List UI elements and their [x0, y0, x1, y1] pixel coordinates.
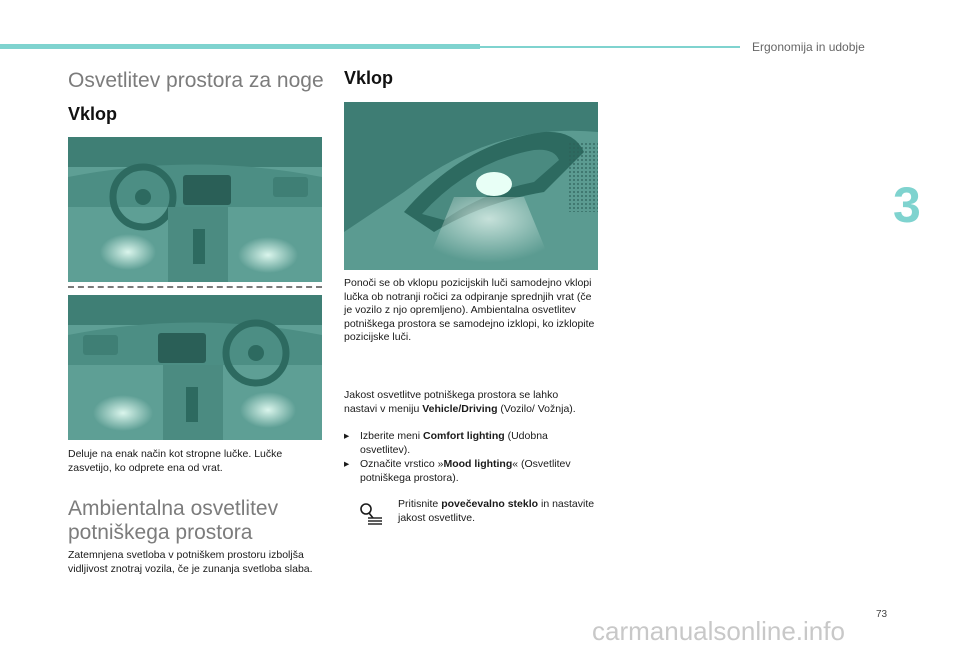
right-paragraph-1: Ponoči se ob vklopu pozicijskih luči samodejno vklopi lučka ob notranji ročici za odpiranje sprednjih vrat (če je vozilo z njo opremljeno). Ambientalna osvetlitev potniškega prostora se samodejno izklopi, ko izklopite pozicijske luči.: [344, 277, 595, 344]
note-icon: [356, 500, 384, 528]
right-subtitle: Vklop: [344, 68, 394, 88]
watermark: carmanualsonline.info: [592, 616, 845, 646]
image-divider: [68, 286, 322, 288]
dashboard-image-lhd: [68, 137, 322, 282]
chapter-number: 3: [893, 177, 921, 233]
door-handle-image: [344, 102, 598, 270]
page-title: Osvetlitev prostora za noge: [68, 69, 324, 92]
page-number: 73: [876, 609, 888, 620]
header-accent-line: [480, 46, 740, 48]
left-caption: Deluje na enak način kot stropne lučke. Lučke zasvetijo, ko odprete ena od vrat.: [68, 448, 283, 474]
arrow-bullet-icon: ▸: [344, 458, 350, 470]
ambient-title-line1: Ambientalna osvetlitev: [68, 497, 279, 520]
arrow-bullet-icon: ▸: [344, 430, 350, 442]
dashboard-image-rhd: [68, 295, 322, 440]
section-header: Ergonomija in udobje: [752, 40, 865, 54]
note-text: Pritisnite povečevalno steklo in nastavite jakost osvetlitve.: [398, 498, 595, 524]
bullet-mood-lighting: ▸ Označite vrstico »Mood lighting« (Osvetlitev potniškega prostora).: [344, 458, 571, 484]
bullet-comfort-lighting: ▸ Izberite meni Comfort lighting (Udobna osvetlitev).: [344, 430, 548, 456]
ambient-title-line2: potniškega prostora: [68, 521, 253, 544]
ambient-text: Zatemnjena svetloba v potniškem prostoru izboljša vidljivost znotraj vozila, če je zunanja svetloba slaba.: [68, 549, 313, 575]
left-subtitle: Vklop: [68, 104, 118, 124]
header-accent-bar: [0, 44, 480, 49]
right-paragraph-2: Jakost osvetlitve potniškega prostora se lahko nastavi v meniju Vehicle/Driving (Vozilo/ Vožnja).: [344, 389, 576, 415]
